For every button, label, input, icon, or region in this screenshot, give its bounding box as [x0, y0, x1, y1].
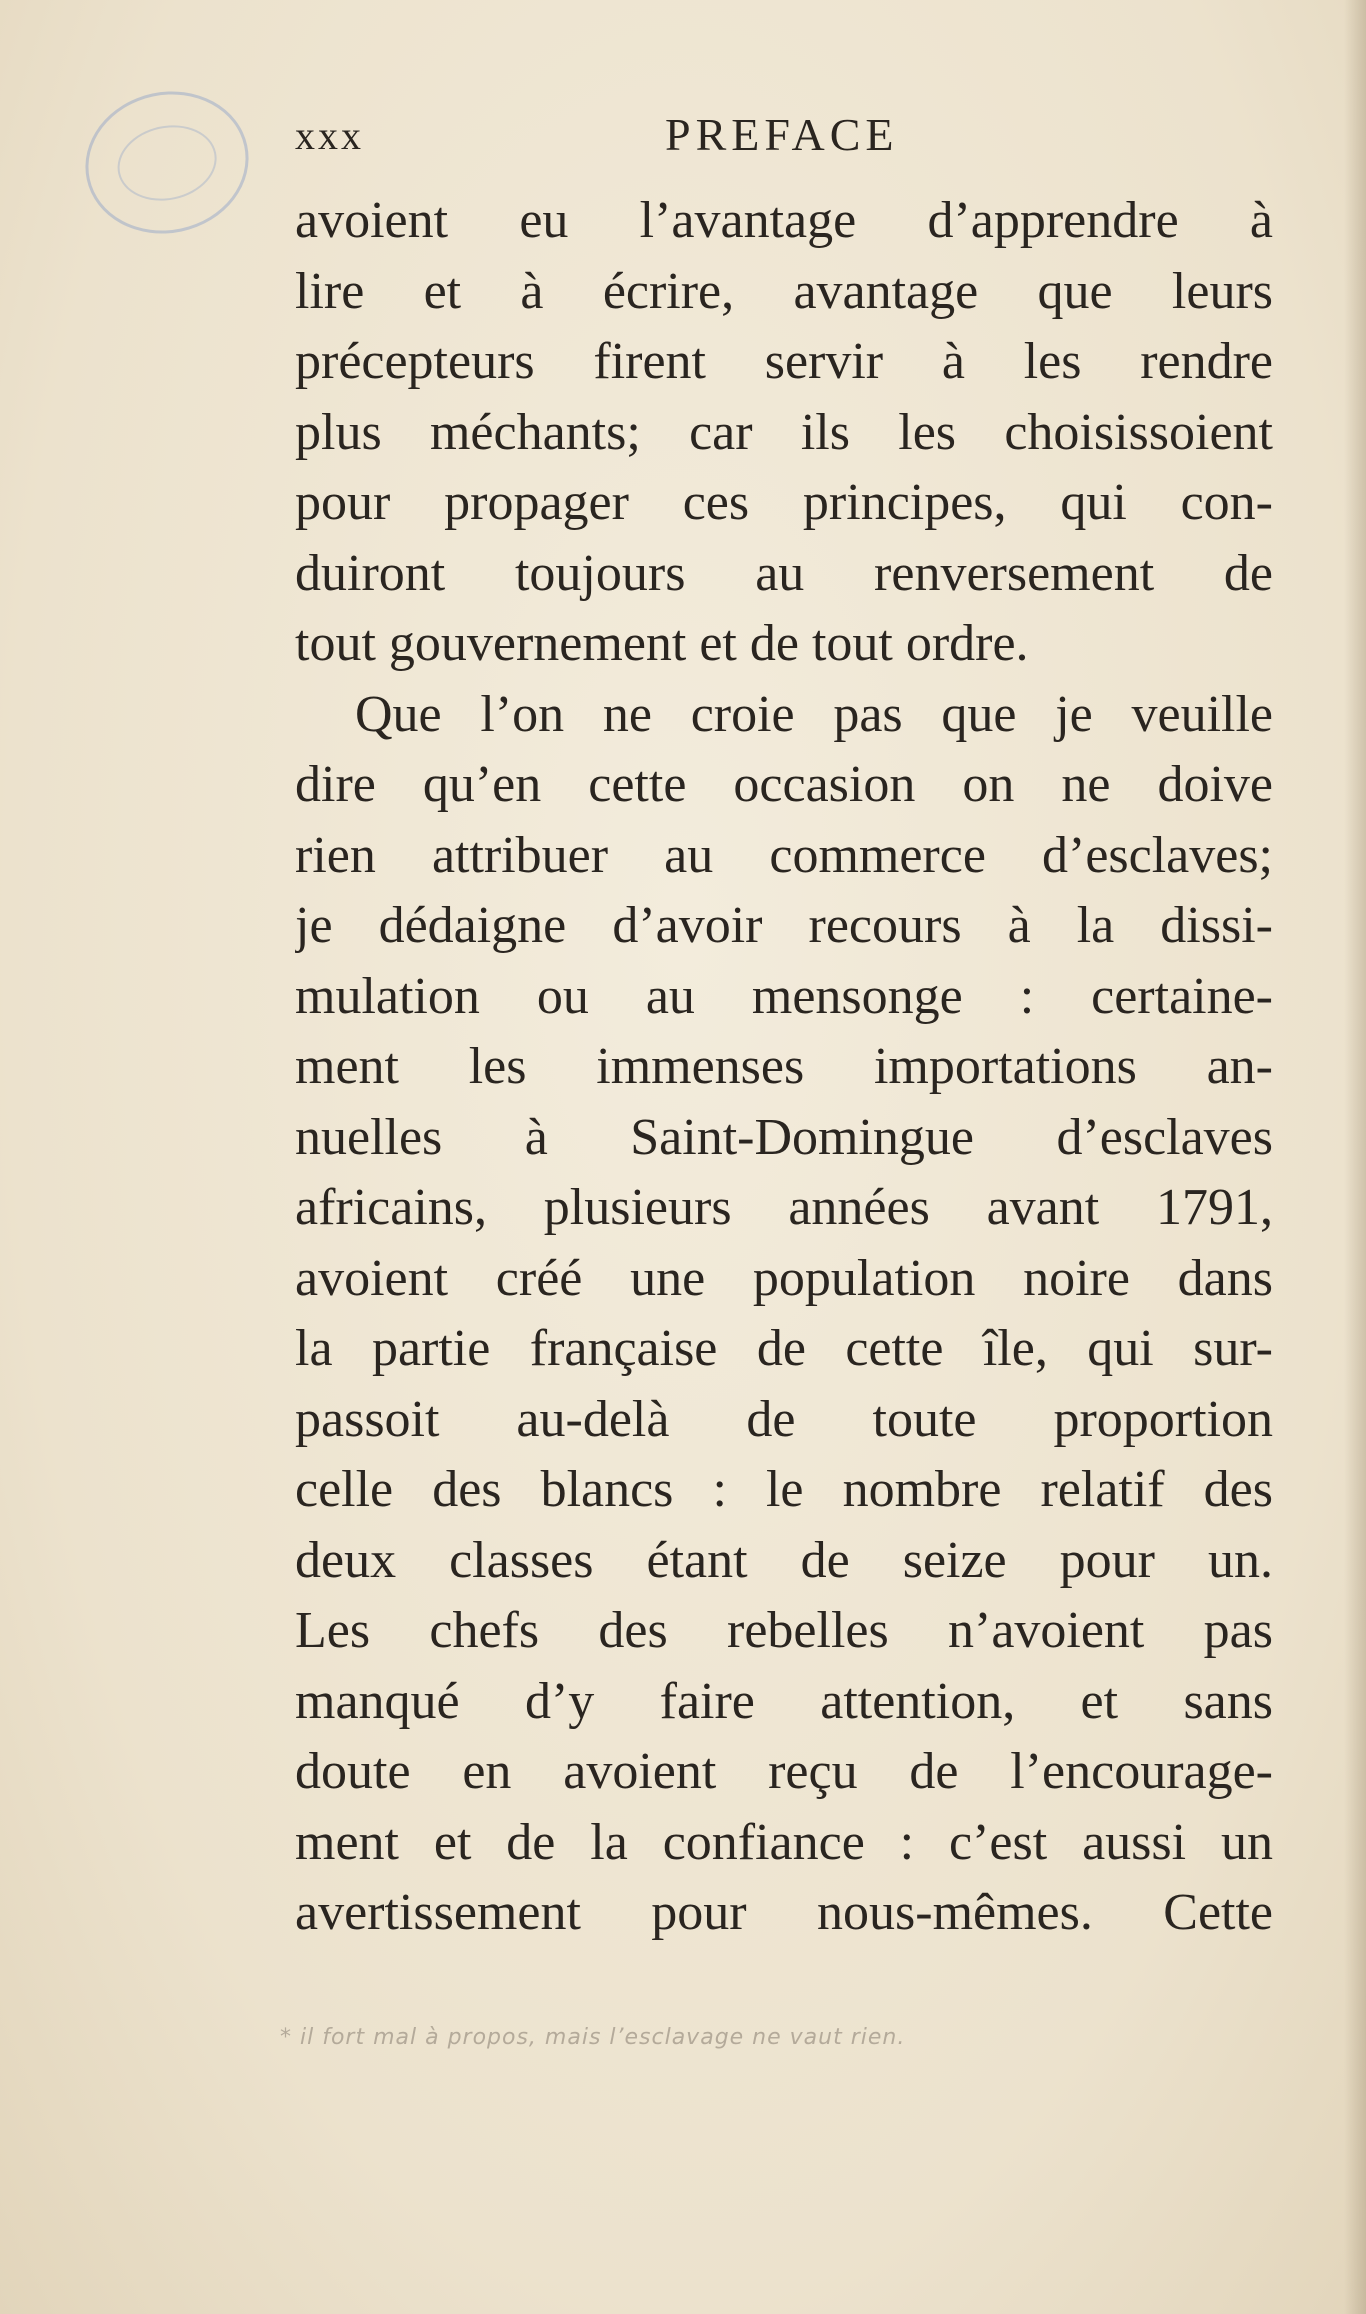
text-line: ment les immenses importations an- [295, 1038, 1273, 1095]
text-line: rien attribuer au commerce d’esclaves; [295, 826, 1273, 884]
text-line: tout gouvernement et de tout ordre. [295, 615, 1029, 672]
page-number: xxx [295, 113, 364, 158]
text-line: duiront toujours au renversement de [295, 544, 1273, 602]
text-line: dire qu’en cette occasion on ne doive [295, 756, 1273, 813]
text-line: ment et de la confiance : c’est aussi un [295, 1813, 1273, 1871]
text-line: je dédaigne d’avoir recours à la dissi- [295, 897, 1273, 954]
text-line: doute en avoient reçu de l’encourage- [295, 1743, 1273, 1800]
text-line: Les chefs des rebelles n’avoient pas [295, 1602, 1273, 1659]
text-line: avertissement pour nous-mêmes. Cette [295, 1884, 1273, 1941]
text-line: plus méchants; car ils les choisissoient [295, 403, 1273, 461]
text-line: la partie française de cette île, qui sur- [295, 1320, 1273, 1377]
handwritten-marginal-note: * il fort mal à propos, mais l’esclavage ne vaut rien. [280, 2025, 906, 2050]
library-stamp [72, 76, 262, 248]
running-title: PREFACE [665, 109, 899, 160]
text-line: nuelles à Saint-Domingue d’esclaves [295, 1108, 1273, 1166]
text-line: Que l’on ne croie pas que je veuille [355, 685, 1273, 743]
text-line: avoient créé une population noire dans [295, 1249, 1273, 1307]
text-line: celle des blancs : le nombre relatif des [295, 1461, 1273, 1518]
text-line: passoit au-delà de toute proportion [295, 1390, 1273, 1448]
text-line: avoient eu l’avantage d’apprendre à [295, 192, 1273, 249]
text-line: deux classes étant de seize pour un. [295, 1531, 1273, 1589]
page-edge-shadow [1344, 0, 1366, 2314]
text-line: lire et à écrire, avantage que leurs [295, 262, 1273, 320]
text-line: précepteurs firent servir à les rendre [295, 333, 1273, 390]
body-text [295, 186, 1273, 1949]
running-head [295, 108, 1285, 168]
text-line: manqué d’y faire attention, et sans [295, 1672, 1273, 1730]
library-stamp-inner [110, 116, 223, 209]
text-line: mulation ou au mensonge : certaine- [295, 967, 1273, 1025]
text-line: pour propager ces principes, qui con- [295, 474, 1273, 531]
text-line: africains, plusieurs années avant 1791, [295, 1179, 1273, 1236]
